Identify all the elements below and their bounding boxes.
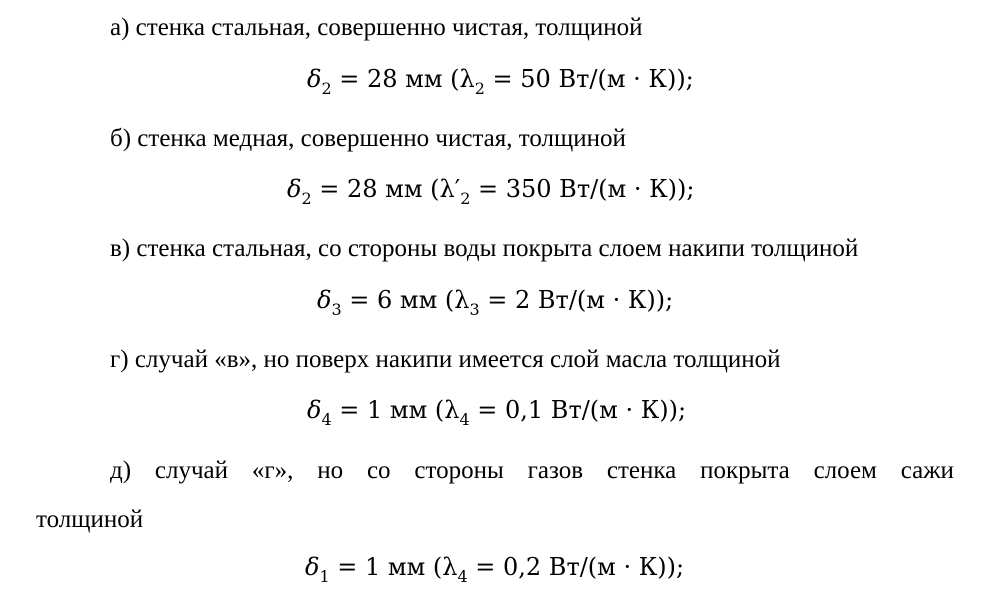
delta-subscript: 2 [321,79,332,98]
delta-value: = 28 мм ( [311,175,440,203]
item-g-text: г) случай «в», но поверх накипи имеется слой масла толщиной [110,346,781,373]
lambda-subscript: 2 [460,189,471,208]
delta-symbol: δ [307,396,322,424]
word: покрыта [700,457,790,484]
item-v-formula [317,285,674,319]
word: д) [110,457,132,484]
lambda-subscript: 4 [459,410,470,429]
lambda-symbol: λ [444,396,460,424]
delta-symbol: δ [305,553,320,581]
item-a-text: а) стенка стальная, совершенно чистая, толщиной [110,14,643,41]
lambda-value: = 0,2 Вт/(м · К)); [467,553,685,581]
word: сажи [900,457,954,484]
delta-subscript: 3 [331,300,342,319]
lambda-subscript: 3 [469,300,480,319]
item-d-continuation: толщиной [36,506,144,533]
delta-symbol: δ [317,286,332,314]
delta-symbol: δ [287,175,302,203]
word: стенка [606,457,677,484]
word: но [317,457,344,484]
item-d-text [110,456,954,486]
lambda-symbol: λ [442,553,458,581]
word: слоем [813,457,877,484]
lambda-subscript: 2 [474,79,485,98]
lambda-value: = 0,1 Вт/(м · К)); [469,396,687,424]
item-g-formula [307,395,687,429]
lambda-subscript: 4 [457,567,468,586]
lambda-value: = 50 Вт/(м · К)); [484,65,694,93]
item-a-formula [307,64,694,98]
item-b-text: б) стенка медная, совершенно чистая, толщиной [110,125,626,152]
lambda-symbol: λ′ [439,175,461,203]
lambda-value: = 2 Вт/(м · К)); [479,286,674,314]
word: «г», [251,457,294,484]
delta-value: = 6 мм ( [341,286,455,314]
delta-subscript: 1 [319,567,330,586]
delta-subscript: 4 [321,410,332,429]
delta-symbol: δ [307,65,322,93]
lambda-value: = 350 Вт/(м · К)); [470,175,695,203]
word: стороны [414,457,504,484]
word: со [366,457,391,484]
item-v-text: в) стенка стальная, со стороны воды покрыта слоем накипи толщиной [110,235,859,262]
word: случай [154,457,229,484]
lambda-symbol: λ [459,65,475,93]
delta-value: = 1 мм ( [331,396,445,424]
item-b-formula [287,174,695,208]
delta-value: = 1 мм ( [329,553,443,581]
delta-value: = 28 мм ( [331,65,460,93]
delta-subscript: 2 [301,189,312,208]
word: газов [527,457,584,484]
item-d-formula [305,552,685,586]
lambda-symbol: λ [454,286,470,314]
